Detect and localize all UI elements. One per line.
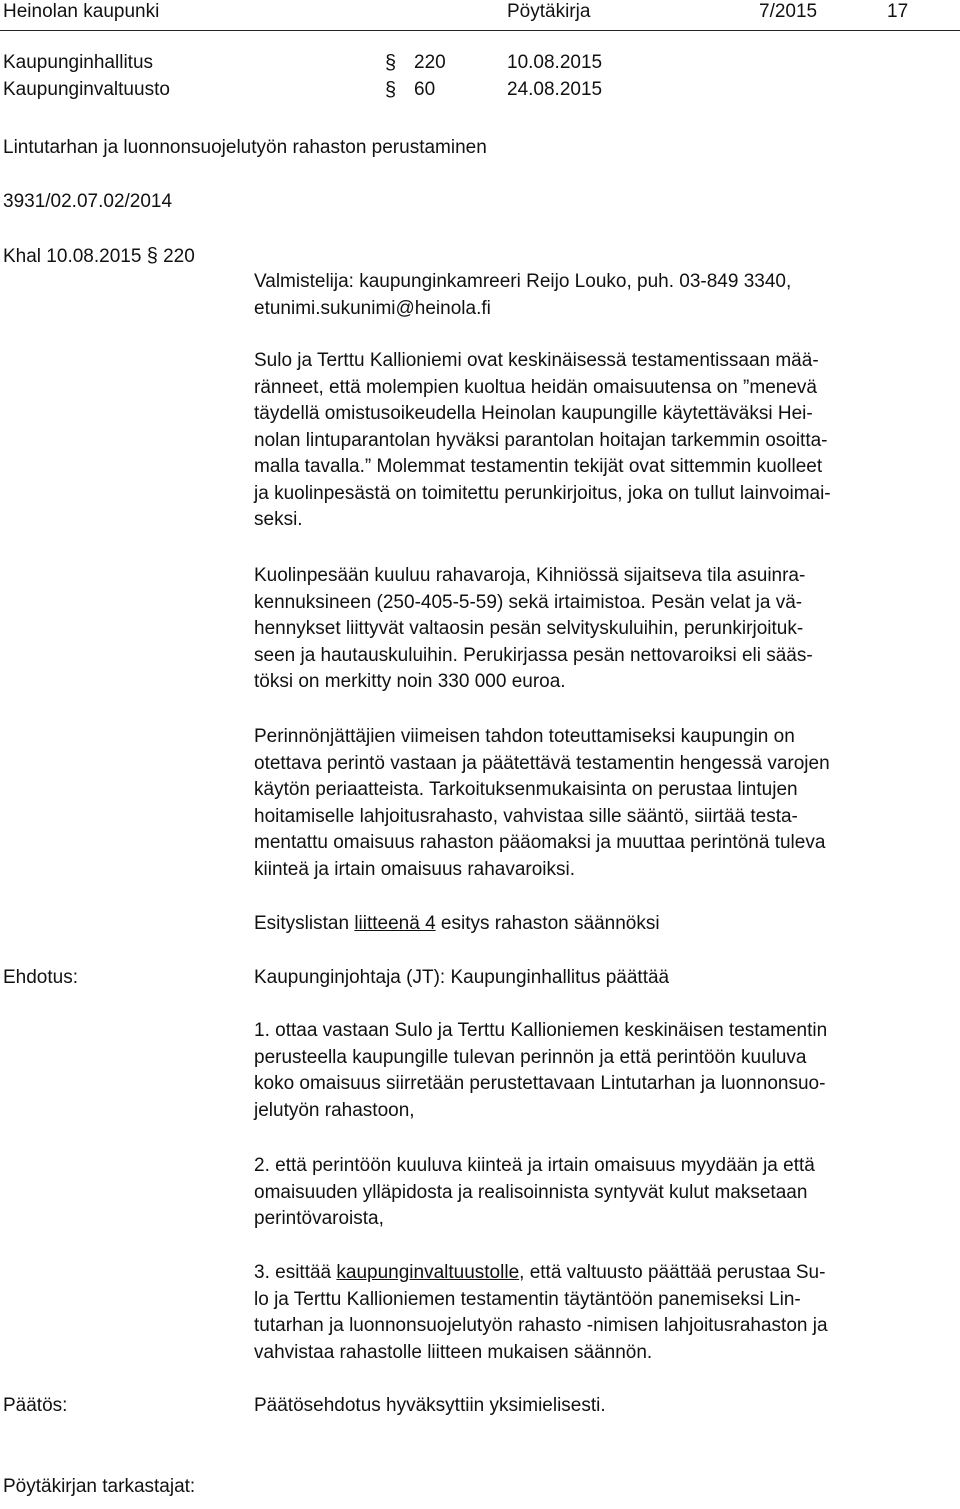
section-icon: §	[385, 52, 397, 74]
preparer-email: etunimi.sukunimi@heinola.fi	[254, 298, 491, 319]
meeting-body: Kaupunginhallitus	[3, 52, 154, 73]
text-line: tutarhan ja luonnonsuojelutyön rahasto -nimisen lahjoitusrahaston ja	[254, 1315, 828, 1336]
text-line: kiinteä ja irtain omaisuus rahavaroiksi.	[254, 858, 576, 880]
text-line: 1. ottaa vastaan Sulo ja Terttu Kallioniemen keskinäisen testamentin	[254, 1020, 828, 1041]
attachment-suffix: esitys rahaston säännöksi	[435, 913, 660, 934]
text-line: perusteella kaupungille tulevan perinnön ja että perintöön kuuluva	[254, 1046, 807, 1068]
attachment-prefix: Esityslistan	[254, 913, 355, 934]
text-line: Kuolinpesään kuuluu rahavaroja, Kihniössä sijaitseva tila asuinra-	[254, 565, 806, 586]
attachment-line	[254, 912, 660, 936]
proposal-intro: Kaupunginjohtaja (JT): Kaupunginhallitus päättää	[254, 967, 670, 988]
text-line: otettava perintö vastaan ja päätettävä testamentin hengessä varojen	[254, 752, 830, 774]
text-line: seksi.	[254, 509, 303, 530]
decision-text: Päätösehdotus hyväksyttiin yksimielisesti.	[254, 1395, 606, 1416]
proposal-label: Ehdotus:	[3, 967, 78, 988]
meeting-section: 60	[414, 79, 436, 100]
council-link[interactable]: kaupunginvaltuustolle	[336, 1262, 520, 1283]
text-line: 2. että perintöön kuuluva kiinteä ja irtain omaisuus myydään ja että	[254, 1155, 815, 1176]
khal-ref-date: Khal 10.08.2015	[3, 246, 142, 267]
text-line: ja kuolinpesästä on toimitettu perunkirjoitus, joka on tullut lainvoimai-	[254, 482, 831, 504]
text-line: kennuksineen (250-405-5-59) sekä irtaimistoa. Pesän velat ja vä-	[254, 591, 803, 613]
text-fragment: , että valtuusto päättää perustaa Su-	[519, 1262, 826, 1283]
khal-section: 220	[163, 246, 195, 267]
text-line: omaisuuden ylläpidosta ja realisoinnista syntyvät kulut maksetaan	[254, 1181, 808, 1203]
text-line: mentattu omaisuus rahaston pääomaksi ja muuttaa perintönä tuleva	[254, 832, 826, 853]
text-line: vahvistaa rahastolle liitteen mukaisen säännön.	[254, 1341, 653, 1363]
khal-reference	[3, 244, 195, 269]
paragraph-estate	[254, 563, 954, 696]
text-line: perintövaroista,	[254, 1208, 384, 1229]
header-divider	[0, 30, 960, 31]
meeting-date: 10.08.2015	[507, 52, 603, 73]
page-number: 17	[887, 1, 909, 22]
attachment-link[interactable]: liitteenä 4	[354, 913, 436, 934]
meeting-section: 220	[414, 52, 446, 73]
section-icon: §	[146, 245, 158, 267]
paragraph-testament	[254, 348, 954, 534]
meeting-body: Kaupunginvaltuusto	[3, 79, 170, 100]
text-line: ränneet, että molempien kuoltua heidän omaisuutensa on ”menevä	[254, 376, 817, 398]
decision-label: Päätös:	[3, 1395, 68, 1416]
text-line: lo ja Terttu Kallioniemen testamentin täytäntöön panemiseksi Lin-	[254, 1288, 801, 1310]
text-line: malla tavalla.” Molemmat testamentin tekijät ovat sittemmin kuolleet	[254, 456, 823, 477]
text-line: Perinnönjättäjien viimeisen tahdon toteuttamiseksi kaupungin on	[254, 726, 795, 747]
meeting-date: 24.08.2015	[507, 79, 603, 100]
proposal-item-3	[254, 1260, 954, 1366]
paragraph-intent	[254, 724, 954, 883]
text-fragment: 3. esittää	[254, 1262, 337, 1283]
proposal-item-2	[254, 1153, 954, 1233]
section-icon: §	[385, 79, 397, 101]
text-line: töksi on merkitty noin 330 000 euroa.	[254, 671, 566, 692]
checkers-label: Pöytäkirjan tarkastajat:	[3, 1476, 196, 1497]
diary-number: 3931/02.07.02/2014	[3, 191, 173, 212]
text-line: hoitamiselle lahjoitusrahasto, vahvistaa sille sääntö, siirtää testa-	[254, 805, 798, 827]
text-line: nolan lintuparantolan hyväksi parantolan hoitajan tarkemmin osoitta-	[254, 429, 828, 451]
text-line: hennykset liittyvät valtaosin pesän selvityskuluihin, perunkirjoituk-	[254, 618, 804, 639]
text-line: jelutyön rahastoon,	[254, 1099, 415, 1121]
text-line: seen ja hautauskuluihin. Perukirjassa pesän nettovaroiksi eli sääs-	[254, 644, 813, 666]
text-line: täydellä omistusoikeudella Heinolan kaupungille käytettäväksi Hei-	[254, 403, 813, 424]
preparer-line: Valmistelija: kaupunginkamreeri Reijo Louko, puh. 03-849 3340,	[254, 271, 792, 292]
text-line	[254, 1260, 954, 1287]
text-line: käytön periaatteista. Tarkoituksenmukaisinta on perustaa lintujen	[254, 779, 798, 800]
org-name: Heinolan kaupunki	[3, 1, 160, 22]
doc-number: 7/2015	[759, 1, 818, 22]
doc-type: Pöytäkirja	[507, 1, 591, 22]
page-title: Lintutarhan ja luonnonsuojelutyön rahaston perustaminen	[3, 137, 487, 158]
text-line: koko omaisuus siirretään perustettavaan Lintutarhan ja luonnonsuo-	[254, 1073, 826, 1094]
proposal-item-1	[254, 1018, 954, 1124]
text-line: Sulo ja Terttu Kallioniemi ovat keskinäisessä testamentissaan mää-	[254, 350, 819, 371]
